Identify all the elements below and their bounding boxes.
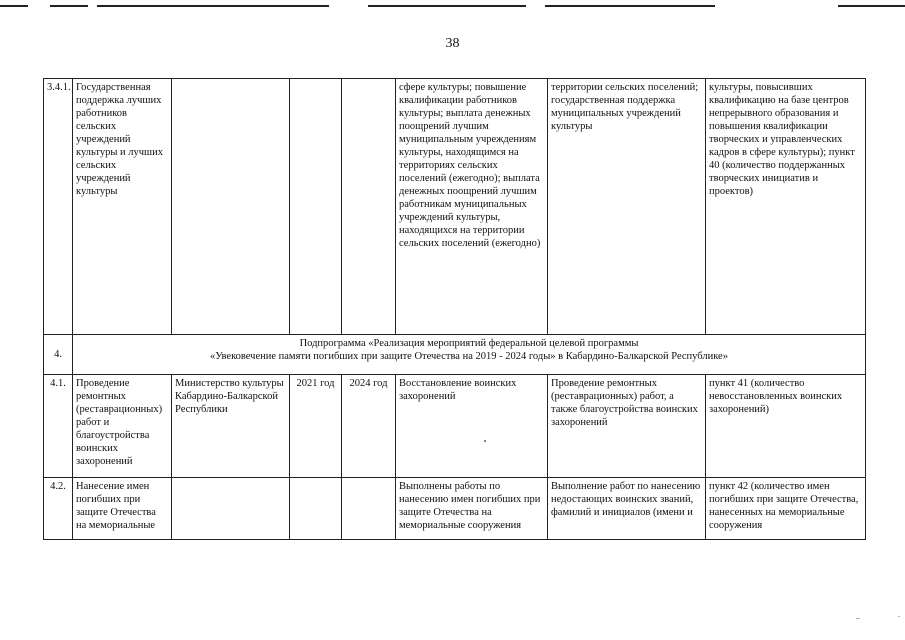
program-table [43, 78, 866, 540]
indicator-cell: пункт 41 (количество невосстановленных воинских захоронений) [706, 375, 866, 478]
scan-speck [484, 440, 486, 442]
subprogram-line: Подпрограмма «Реализация мероприятий федеральной целевой программы [299, 338, 639, 349]
executor-cell [172, 79, 290, 335]
scan-line [0, 5, 28, 7]
page-number: 38 [445, 36, 460, 51]
scan-mark: .. [856, 612, 860, 621]
executor-cell [172, 478, 290, 540]
scan-line [838, 5, 905, 7]
content-cell: Выполнение работ по нанесению недостающих воинских званий, фамилий и инициалов (имени и [548, 478, 706, 540]
scan-line [50, 5, 88, 7]
measure-name: Государственная поддержка лучших работников сельских учреждений культуры и лучших сельских учреждений культуры [73, 79, 172, 335]
scan-line [368, 5, 526, 7]
content-cell: территории сельских поселений; государственная поддержка муниципальных учреждений культуры [548, 79, 706, 335]
end-year-cell: 2024 год [342, 375, 396, 478]
table-row [44, 79, 866, 335]
start-year-cell [290, 79, 342, 335]
scan-line [545, 5, 715, 7]
end-year-cell [342, 478, 396, 540]
row-number: 3.4.1. [44, 79, 73, 335]
indicator-cell: культуры, повысивших квалификацию на базе центров непрерывного образования и повышения квалификации творческих и управленческих кадров в сфере культуры); пункт 40 (количество поддержанных творческих инициатив и проектов) [706, 79, 866, 335]
row-number: 4.1. [44, 375, 73, 478]
start-year-cell: 2021 год [290, 375, 342, 478]
indicator-cell: пункт 42 (количество имен погибших при защите Отечества, нанесенных на мемориальные сооружения [706, 478, 866, 540]
content-cell: Проведение ремонтных (реставрационных) работ, а также благоустройства воинских захоронений [548, 375, 706, 478]
expected-result-cell: Восстановление воинских захоронений [396, 375, 548, 478]
row-number: 4.2. [44, 478, 73, 540]
end-year-cell [342, 79, 396, 335]
table-row [44, 375, 866, 478]
expected-result-cell: сфере культуры; повышение квалификации работников культуры; выплата денежных поощрений лучшим муниципальным учреждениям культуры, находящимся на территориях сельских поселений (ежегодно); выплата денежных поощрений лучшим работникам муниципальных учреждений культуры, находящихся на территории сельских поселений (ежегодно) [396, 79, 548, 335]
row-number: 4. [44, 335, 73, 375]
subprogram-line: «Увековечение памяти погибших при защите Отечества на 2019 - 2024 годы» в Кабардино-Балкарской Республике» [210, 351, 728, 362]
start-year-cell [290, 478, 342, 540]
measure-name: Проведение ремонтных (реставрационных) работ и благоустройства воинских захоронений [73, 375, 172, 478]
table-row [44, 478, 866, 540]
expected-result-cell: Выполнены работы по нанесению имен погибших при защите Отечества на мемориальные сооружения [396, 478, 548, 540]
subprogram-row [44, 335, 866, 375]
subprogram-title [73, 335, 866, 375]
scan-mark: . [898, 610, 900, 619]
scan-line [97, 5, 329, 7]
executor-cell: Министерство культуры Кабардино-Балкарской Республики [172, 375, 290, 478]
measure-name: Нанесение имен погибших при защите Отечества на мемориальные [73, 478, 172, 540]
